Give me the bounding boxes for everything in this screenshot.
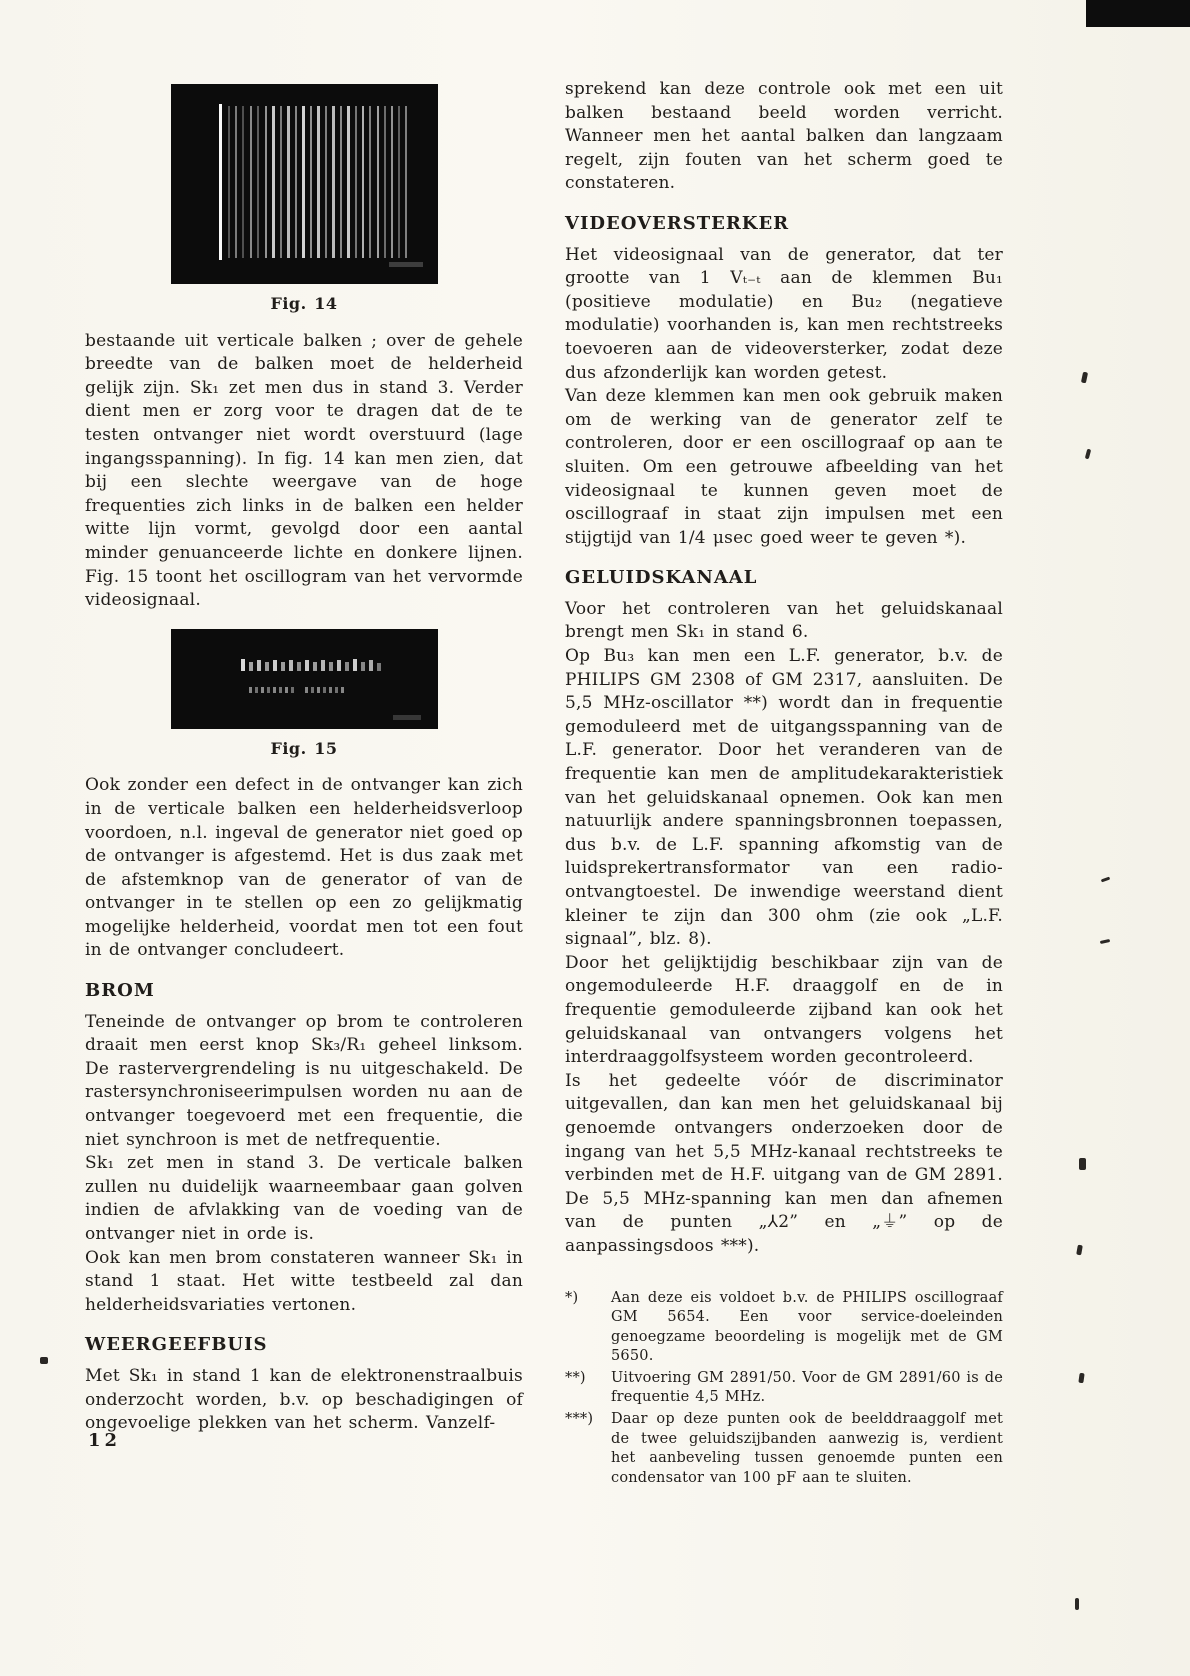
paragraph-geluid-4: Is het gedeelte vóór de discriminator uitgevallen, dan kan men het geluidskanaal bij genoemde ontvangers onderzoeken door de ingang van het 5,5 MHz-kanaal rechtstreeks te verbinden met de H.F. uitgang van de GM 2891. De 5,5 MHz-spanning kan men dan afnemen van de punten „⅄2” en „⏚” op de aanpassingsdoos ***).: [565, 1070, 1003, 1256]
footnote-1-marker: *): [565, 1289, 579, 1306]
footnote-2: [565, 1369, 1003, 1408]
figure-15: [171, 629, 438, 729]
paragraph-brom-1: Teneinde de ontvanger op brom te controleren draait men eerst knop Sk₃/R₁ geheel linksom. De rastervergrendeling is nu uitgeschakeld. De rastersynchroniseerimpulsen worden nu aan de ontvanger toegevoerd met een frequentie, die niet synchroon is met de netfrequentie.: [85, 1011, 523, 1150]
scan-speck: [1079, 1158, 1086, 1170]
figure-14: [171, 84, 438, 284]
fig14-test-pattern-image: [171, 84, 438, 284]
scan-speck: [1075, 1598, 1079, 1610]
scan-speck: [1076, 1245, 1083, 1256]
footnote-1-text: Aan deze eis voldoet b.v. de PHILIPS oscillograaf GM 5654. Een voor service-doeleinden genoegzame beoordeling is mogelijk met de GM 5650.: [611, 1289, 1003, 1365]
paragraph-weergeefbuis: Met Sk₁ in stand 1 kan de elektronenstraalbuis onderzocht worden, b.v. op beschadigingen of ongevoelige plekken van het scherm. Vanzelf-: [85, 1365, 523, 1434]
right-column: [565, 78, 1003, 1490]
paragraph-fig15: Ook zonder een defect in de ontvanger kan zich in de verticale balken een helderheidsverloop voordoen, n.l. ingeval de generator niet goed op de ontvanger is afgestemd. Het is dus zaak met de afstemknop van de generator of van de ontvanger in te stellen op een zo gelijkmatig mogelijke helderheid, voordat men tot een fout in de ontvanger concludeert.: [85, 775, 523, 961]
paragraph-geluid-1: Voor het controleren van het geluidskanaal brengt men Sk₁ in stand 6.: [565, 598, 1003, 643]
paragraph-fig14: bestaande uit verticale balken ; over de gehele breedte van de balken moet de helderheid gelijk zijn. Sk₁ zet men dus in stand 3. Verder dient men er zorg voor te dragen dat de te testen ontvanger niet wordt overstuurd (lage ingangsspanning). In fig. 14 kan men zien, dat bij een slechte weergave van de hoge frequenties zich links in de balken een helder witte lijn vormt, gevolgd door een aantal minder genuanceerde lichte en donkere lijnen. Fig. 15 toont het oscillogram van het vervormde videosignaal.: [85, 330, 523, 611]
scan-speck: [1101, 877, 1110, 883]
scan-speck: [40, 1357, 48, 1364]
section-heading-geluidskanaal: GELUIDSKANAAL: [565, 567, 758, 589]
footnote-3-marker: ***): [565, 1411, 594, 1428]
fig15-caption: Fig. 15: [270, 738, 338, 758]
footnote-1: [565, 1289, 1003, 1367]
section-heading-videoversterker: VIDEOVERSTERKER: [565, 212, 790, 234]
paragraph-intro: sprekend kan deze controle ook met een uit balken bestaand beeld worden verricht. Wanneer men het aantal balken dan langzaam regelt, zijn fouten van het scherm goed te constateren.: [565, 79, 1003, 194]
footnotes: [565, 1289, 1003, 1489]
footnote-3-text: Daar op deze punten ook de beelddraaggolf met de twee geluidszijbanden aanwezig is, verdient het aanbeveling tussen genoemde punten een condensator van 100 pF aan te sluiten.: [611, 1411, 1003, 1486]
scan-speck: [1085, 449, 1091, 460]
paragraph-geluid-3: Door het gelijktijdig beschikbaar zijn van de ongemoduleerde H.F. draaggolf en de in frequentie gemoduleerde zijband kan ook het geluidskanaal van ontvangers volgens het interdraaggolfsysteem worden gecontroleerd.: [565, 952, 1003, 1068]
scan-artifact-top-right: [1086, 0, 1190, 27]
scan-speck: [1081, 372, 1088, 384]
footnote-2-text: Uitvoering GM 2891/50. Voor de GM 2891/60 is de frequentie 4,5 MHz.: [611, 1369, 1003, 1406]
footnote-3: [565, 1410, 1003, 1488]
scan-speck: [1100, 939, 1110, 944]
left-column: [85, 78, 523, 1436]
paragraph-geluid-2: Op Bu₃ kan men een L.F. generator, b.v. de PHILIPS GM 2308 of GM 2317, aansluiten. De 5,5 MHz-oscillator **) wordt dan in frequentie gemoduleerd met de uitgangsspanning van de L.F. generator. Door het veranderen van de frequentie kan men de amplitudekarakteristiek van het geluidskanaal opnemen. Ook kan men natuurlijk andere spanningsbronnen toepassen, dus b.v. de L.F. spanning afkomstig van de luidsprekertransformator van een radio-ontvangtoestel. De inwendige weerstand dient kleiner te zijn dan 300 ohm (zie ook „L.F. signaal”, blz. 8).: [565, 646, 1003, 950]
section-heading-weergeefbuis: WEERGEEFBUIS: [85, 1334, 268, 1356]
scan-speck: [1078, 1373, 1084, 1384]
paragraph-video-2: Van deze klemmen kan men ook gebruik maken om de werking van de generator zelf te controleren, door er een oscillograaf op aan te sluiten. Om een getrouwe afbeelding van het videosignaal te kunnen geven moet de oscillograaf in staat zijn impulsen met een stijgtijd van 1/4 μsec goed weer te geven *).: [565, 386, 1003, 548]
paragraph-brom-3: Ook kan men brom constateren wanneer Sk₁ in stand 1 staat. Het witte testbeeld zal dan helderheidsvariaties vertonen.: [85, 1247, 523, 1315]
footnote-2-marker: **): [565, 1369, 586, 1386]
section-heading-brom: BROM: [85, 980, 155, 1002]
fig15-oscillogram-image: [171, 629, 438, 729]
paragraph-video-1: Het videosignaal van de generator, dat ter grootte van 1 Vₜ₋ₜ aan de klemmen Bu₁ (positieve modulatie) en Bu₂ (negatieve modulatie) voorhanden is, kan men rechtstreeks toevoeren aan de videoversterker, zodat deze dus afzonderlijk kan worden getest.: [565, 244, 1003, 383]
paragraph-brom-2: Sk₁ zet men in stand 3. De verticale balken zullen nu duidelijk waarneembaar gaan golven indien de afvlakking van de voeding van de ontvanger niet in orde is.: [85, 1153, 523, 1244]
page-number: 12: [88, 1430, 122, 1451]
fig14-caption: Fig. 14: [270, 294, 338, 313]
